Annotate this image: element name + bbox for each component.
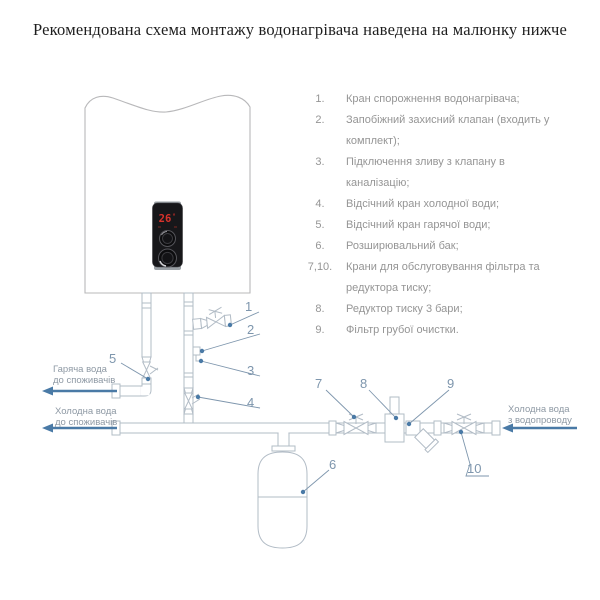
legend-item-3 [302, 152, 587, 194]
legend-item-2 [302, 110, 587, 152]
hot-shutoff-valve-5 [142, 357, 158, 378]
cold-in-label-line2: з водопроводу [508, 414, 572, 426]
legend-item-num: 8. [315, 303, 325, 315]
leader-9 [407, 390, 449, 426]
legend-item-num: 4. [315, 198, 325, 210]
cold-out-label-line1: Холодна вода [55, 406, 117, 417]
legend-item-text: Крани для обслуговування фільтра та редуктора тиску; [346, 261, 540, 294]
cold-out-label-line2: до споживачів [55, 416, 118, 428]
legend-item-num: 1. [315, 93, 325, 105]
control-panel [153, 202, 183, 271]
legend-item-text: Відсічний кран холодної води; [346, 198, 500, 210]
lower-knob [159, 249, 177, 267]
upper-knob [160, 231, 176, 247]
legend-item-num: 6. [315, 240, 325, 252]
legend-item-text: Розширювальний бак; [346, 240, 459, 252]
cold-in-label [508, 405, 572, 426]
legend-item-num: 5. [315, 219, 325, 231]
callout-1: 1 [245, 299, 253, 314]
legend-item-4 [302, 194, 587, 215]
legend-item-text: Підключення зливу з клапану в каналізацію; [346, 156, 505, 189]
legend-item-num: 9. [315, 324, 325, 336]
legend-item-6 [302, 236, 587, 257]
legend-item-num: 2. [315, 114, 325, 126]
callout-3: 3 [247, 363, 255, 378]
expansion-tank-6 [258, 452, 307, 548]
cold-out-label [55, 407, 117, 428]
drain-valve-1 [192, 306, 232, 329]
legend-item-num: 3. [315, 156, 325, 168]
callout-7: 7 [315, 376, 323, 391]
legend-list [302, 89, 587, 341]
legend-item-text: Фільтр грубої очистки. [346, 324, 459, 336]
water-heater [85, 95, 250, 293]
legend-item-1 [302, 89, 587, 110]
legend-item-8 [302, 299, 587, 320]
legend-item-text: Відсічний кран гарячої води; [346, 219, 491, 231]
hot-out-arrow [42, 387, 117, 396]
callout-4: 4 [247, 395, 255, 410]
legend-item-num: 7,10. [307, 261, 333, 273]
cold-in-label-line1: Холодна вода [508, 404, 570, 415]
degree-mark: ° [172, 213, 176, 220]
callout-5: 5 [109, 351, 117, 366]
hot-water-pipe [112, 293, 158, 398]
leader-7 [326, 390, 356, 419]
hot-out-label-line1: Гаряча вода [53, 364, 107, 375]
legend-item-text: Редуктор тиску 3 бари; [346, 303, 463, 315]
main-cold-line [112, 397, 500, 452]
safety-valve-stub-2-3 [193, 347, 201, 361]
callout-9: 9 [447, 376, 455, 391]
callout-8: 8 [360, 376, 368, 391]
temperature-display: 26 [158, 213, 172, 225]
callout-6: 6 [329, 457, 337, 472]
legend-item-9 [302, 320, 587, 341]
tank-tee [272, 432, 295, 451]
legend-item-text: Запобіжний захисний клапан (входить у комплект); [346, 114, 550, 147]
hot-out-label-line2: до споживачів [53, 374, 116, 386]
leader-1 [228, 312, 259, 327]
hot-out-label [53, 365, 115, 386]
cold-water-pipe [184, 293, 231, 423]
legend-item-text: Кран спорожнення водонагрівача; [346, 93, 520, 105]
callout-10: 10 [467, 461, 482, 476]
page-title: Рекомендована схема монтажу водонагрівача наведена на малюнку нижче [33, 20, 567, 39]
callout-2: 2 [247, 322, 255, 337]
legend-item-7-10 [302, 257, 587, 299]
legend-item-5 [302, 215, 587, 236]
